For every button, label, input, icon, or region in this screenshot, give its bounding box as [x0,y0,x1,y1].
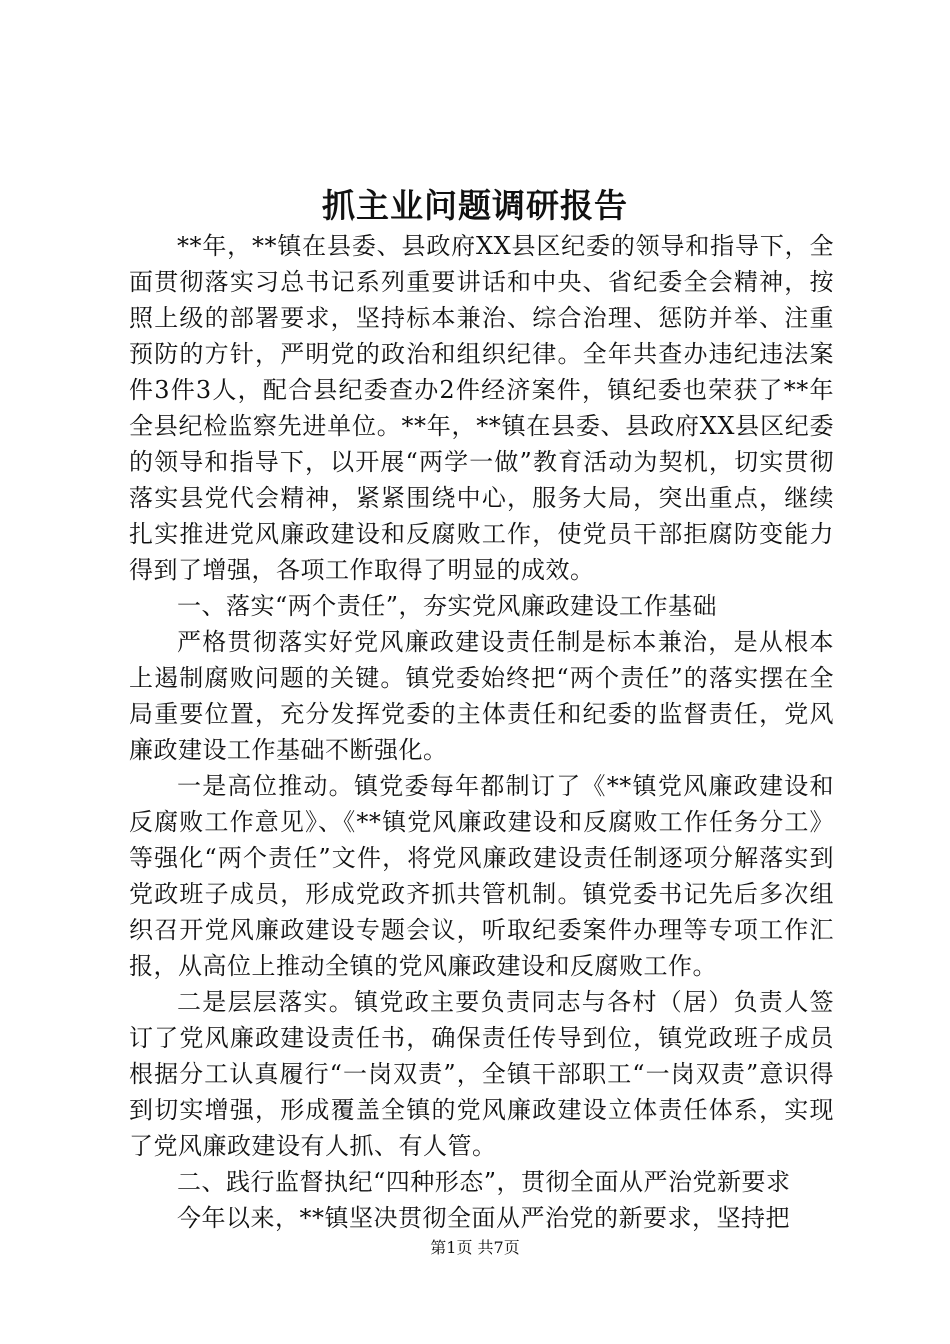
document-body [129,228,834,1236]
paragraph-high-level-push: 一是高位推动。镇党委每年都制订了《**镇党风廉政建设和反腐败工作意见》、《**镇党风廉政建设和反腐败工作任务分工》等强化“两个责任”文件，将党风廉政建设责任制逐项分解落实到党政班子成员，形成党政齐抓共管机制。镇党委书记先后多次组织召开党风廉政建设专题会议，听取纪委案件办理等专项工作汇报，从高位上推动全镇的党风廉政建设和反腐败工作。 [129,772,834,980]
section-heading-2: 二、践行监督执纪“四种形态”，贯彻全面从严治党新要求 [177,1168,791,1196]
paragraph-intro: **年，**镇在县委、县政府XX县区纪委的领导和指导下，全面贯彻落实习总书记系列重要讲话和中央、省纪委全会精神，按照上级的部署要求，坚持标本兼治、综合治理、惩防并举、注重预防的方针，严明党的政治和组织纪律。全年共查办违纪违法案件3件3人，配合县纪委查办2件经济案件，镇纪委也荣获了**年全县纪检监察先进单位。**年，**镇在县委、县政府XX县区纪委的领导和指导下，以开展“两学一做”教育活动为契机，切实贯彻落实县党代会精神，紧紧围绕中心，服务大局，突出重点，继续扎实推进党风廉政建设和反腐败工作，使党员干部拒腐防变能力得到了增强，各项工作取得了明显的成效。 [129,232,834,584]
paragraph-section1-summary: 严格贯彻落实好党风廉政建设责任制是标本兼治，是从根本上遏制腐败问题的关键。镇党委始终把“两个责任”的落实摆在全局重要位置，充分发挥党委的主体责任和纪委的监督责任，党风廉政建设工作基础不断强化。 [129,628,834,764]
page-number-footer: 第1页 共7页 [430,1238,520,1257]
document-title: 抓主业问题调研报告 [322,186,628,225]
paragraph-section2-start: 今年以来，**镇坚决贯彻全面从严治党的新要求，坚持把 [177,1204,790,1232]
paragraph-layered-implementation: 二是层层落实。镇党政主要负责同志与各村（居）负责人签订了党风廉政建设责任书，确保责任传导到位，镇党政班子成员根据分工认真履行“一岗双责”，全镇干部职工“一岗双责”意识得到切实增强，形成覆盖全镇的党风廉政建设立体责任体系，实现了党风廉政建设有人抓、有人管。 [129,988,834,1160]
section-heading-1: 一、落实“两个责任”，夯实党风廉政建设工作基础 [177,592,718,620]
